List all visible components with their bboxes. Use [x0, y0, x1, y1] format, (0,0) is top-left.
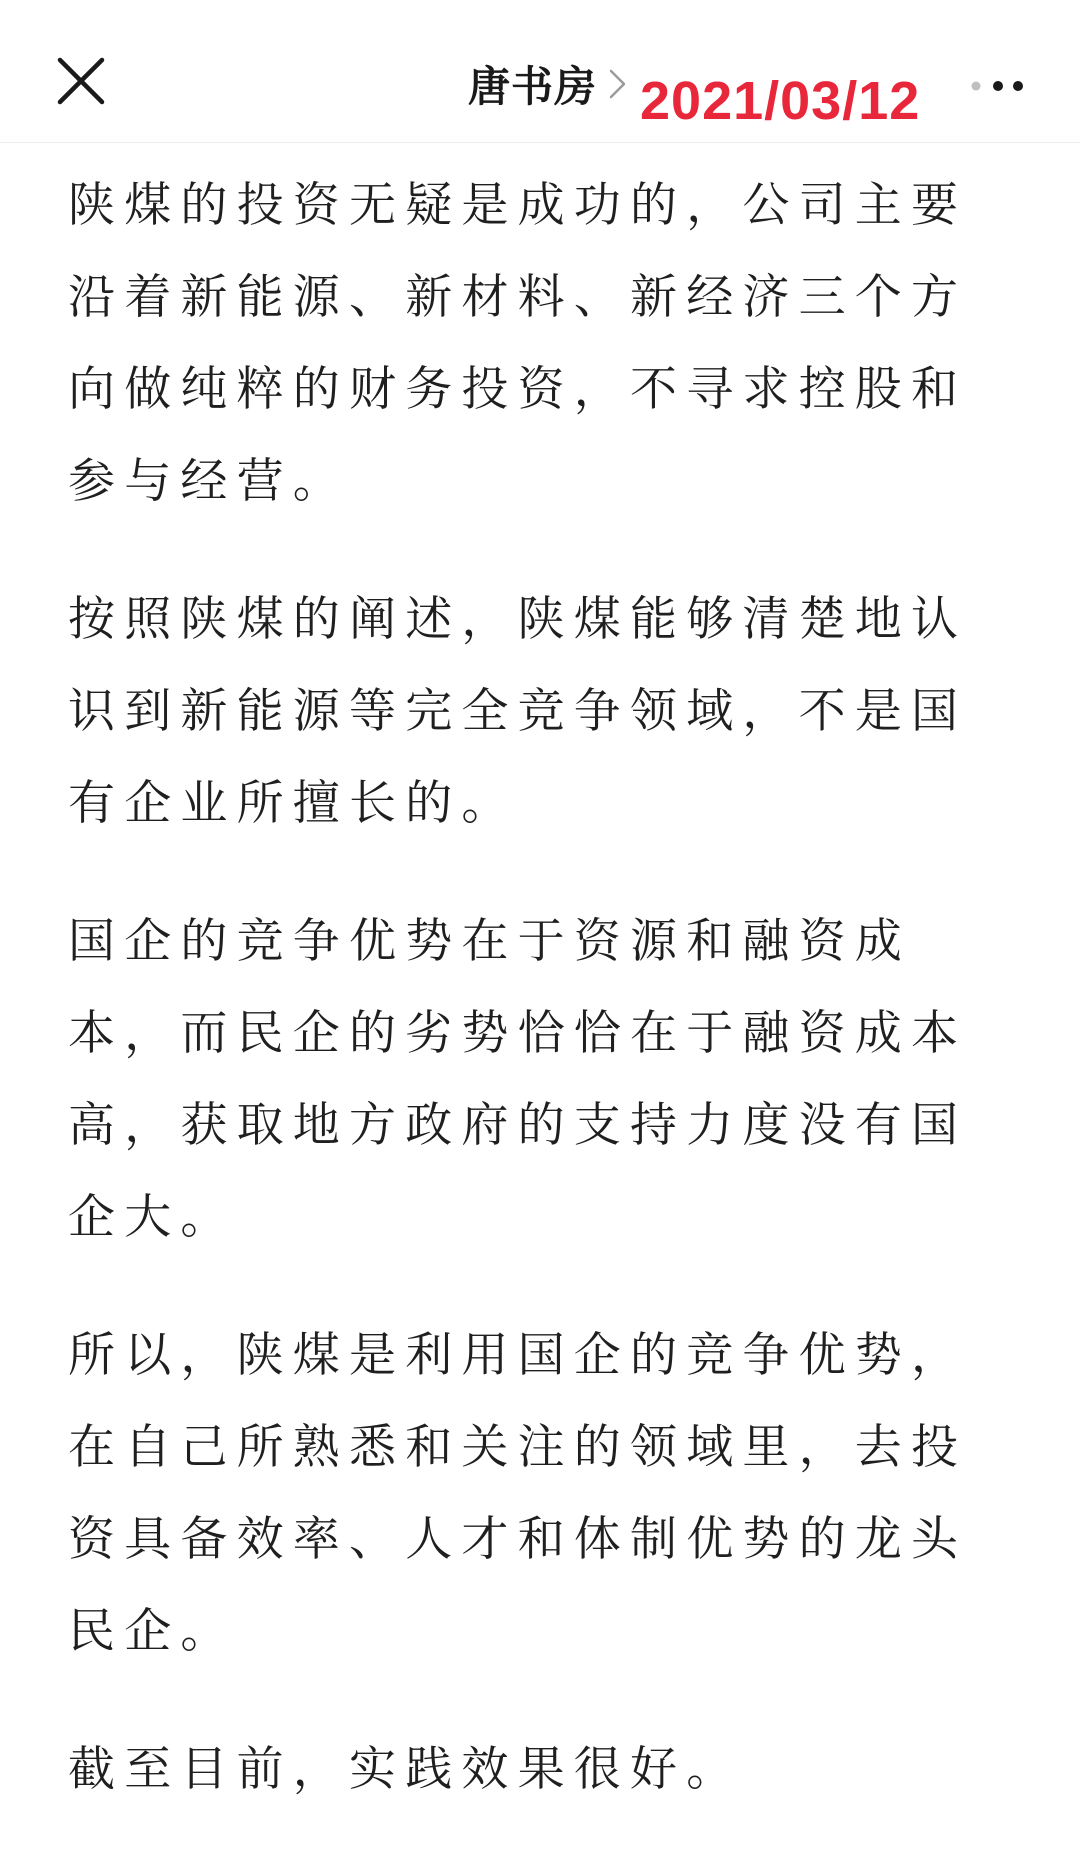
- account-link[interactable]: [468, 58, 629, 110]
- article-paragraph: 国企的竞争优势在于资源和融资成本，而民企的劣势恰恰在于融资成本高，获取地方政府的支持力度没有国企大。: [68, 914, 968, 1245]
- chevron-right-icon: [607, 67, 629, 101]
- date-watermark: 2021/03/12: [640, 71, 921, 131]
- more-button[interactable]: [968, 76, 1028, 96]
- account-name: 唐书房: [468, 62, 598, 111]
- article-paragraph: 陕煤的投资无疑是成功的，公司主要沿着新能源、新材料、新经济三个方向做纯粹的财务投资，不寻求控股和参与经营。: [68, 178, 968, 509]
- article-body: [68, 160, 1018, 1862]
- article-paragraph: 所以，陕煤是利用国企的竞争优势，在自己所熟悉和关注的领域里，去投资具备效率、人才和体制优势的龙头民企。: [68, 1328, 968, 1659]
- top-bar: [0, 0, 1080, 143]
- article-paragraph: 截至目前，实践效果很好。: [68, 1742, 743, 1797]
- close-button[interactable]: [54, 54, 108, 108]
- more-icon: [968, 76, 1028, 96]
- article-paragraph: 按照陕煤的阐述，陕煤能够清楚地认识到新能源等完全竞争领域，不是国有企业所擅长的。: [68, 592, 968, 831]
- close-icon: [54, 54, 108, 108]
